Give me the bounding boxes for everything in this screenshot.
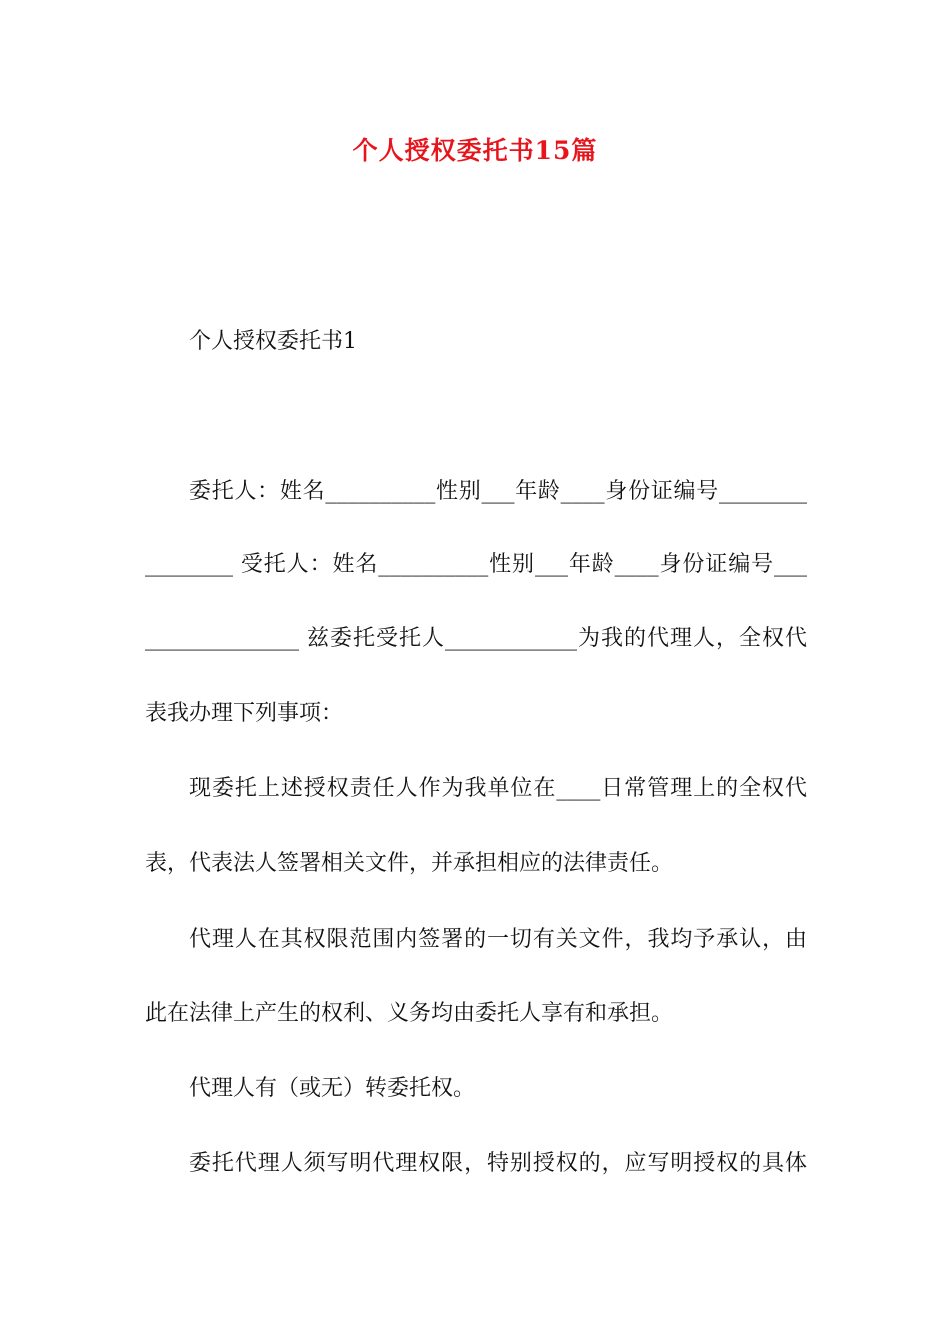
paragraph-line: ______________ 兹委托受托人____________为我的代理人，全权代 xyxy=(145,626,807,651)
paragraph-line: 代理人在其权限范围内签署的一切有关文件，我均予承认，由 xyxy=(189,927,807,952)
paragraph-line: 此在法律上产生的权利、义务均由委托人享有和承担。 xyxy=(145,1001,674,1026)
paragraph-line: ________ 受托人：姓名__________性别___年龄____身份证编号___ xyxy=(145,552,807,577)
paragraph-line: 委托代理人须写明代理权限，特别授权的，应写明授权的具体 xyxy=(189,1151,807,1176)
section-heading: 个人授权委托书1 xyxy=(189,329,357,354)
paragraph-line: 委托人：姓名__________性别___年龄____身份证编号________ xyxy=(189,479,807,504)
paragraph-line: 表，代表法人签署相关文件，并承担相应的法律责任。 xyxy=(145,851,674,876)
paragraph-line: 代理人有（或无）转委托权。 xyxy=(189,1076,476,1101)
paragraph-line: 现委托上述授权责任人作为我单位在____日常管理上的全权代 xyxy=(189,776,807,801)
document-title: 个人授权委托书15篇 xyxy=(352,136,598,165)
paragraph-line: 表我办理下列事项： xyxy=(145,701,344,726)
